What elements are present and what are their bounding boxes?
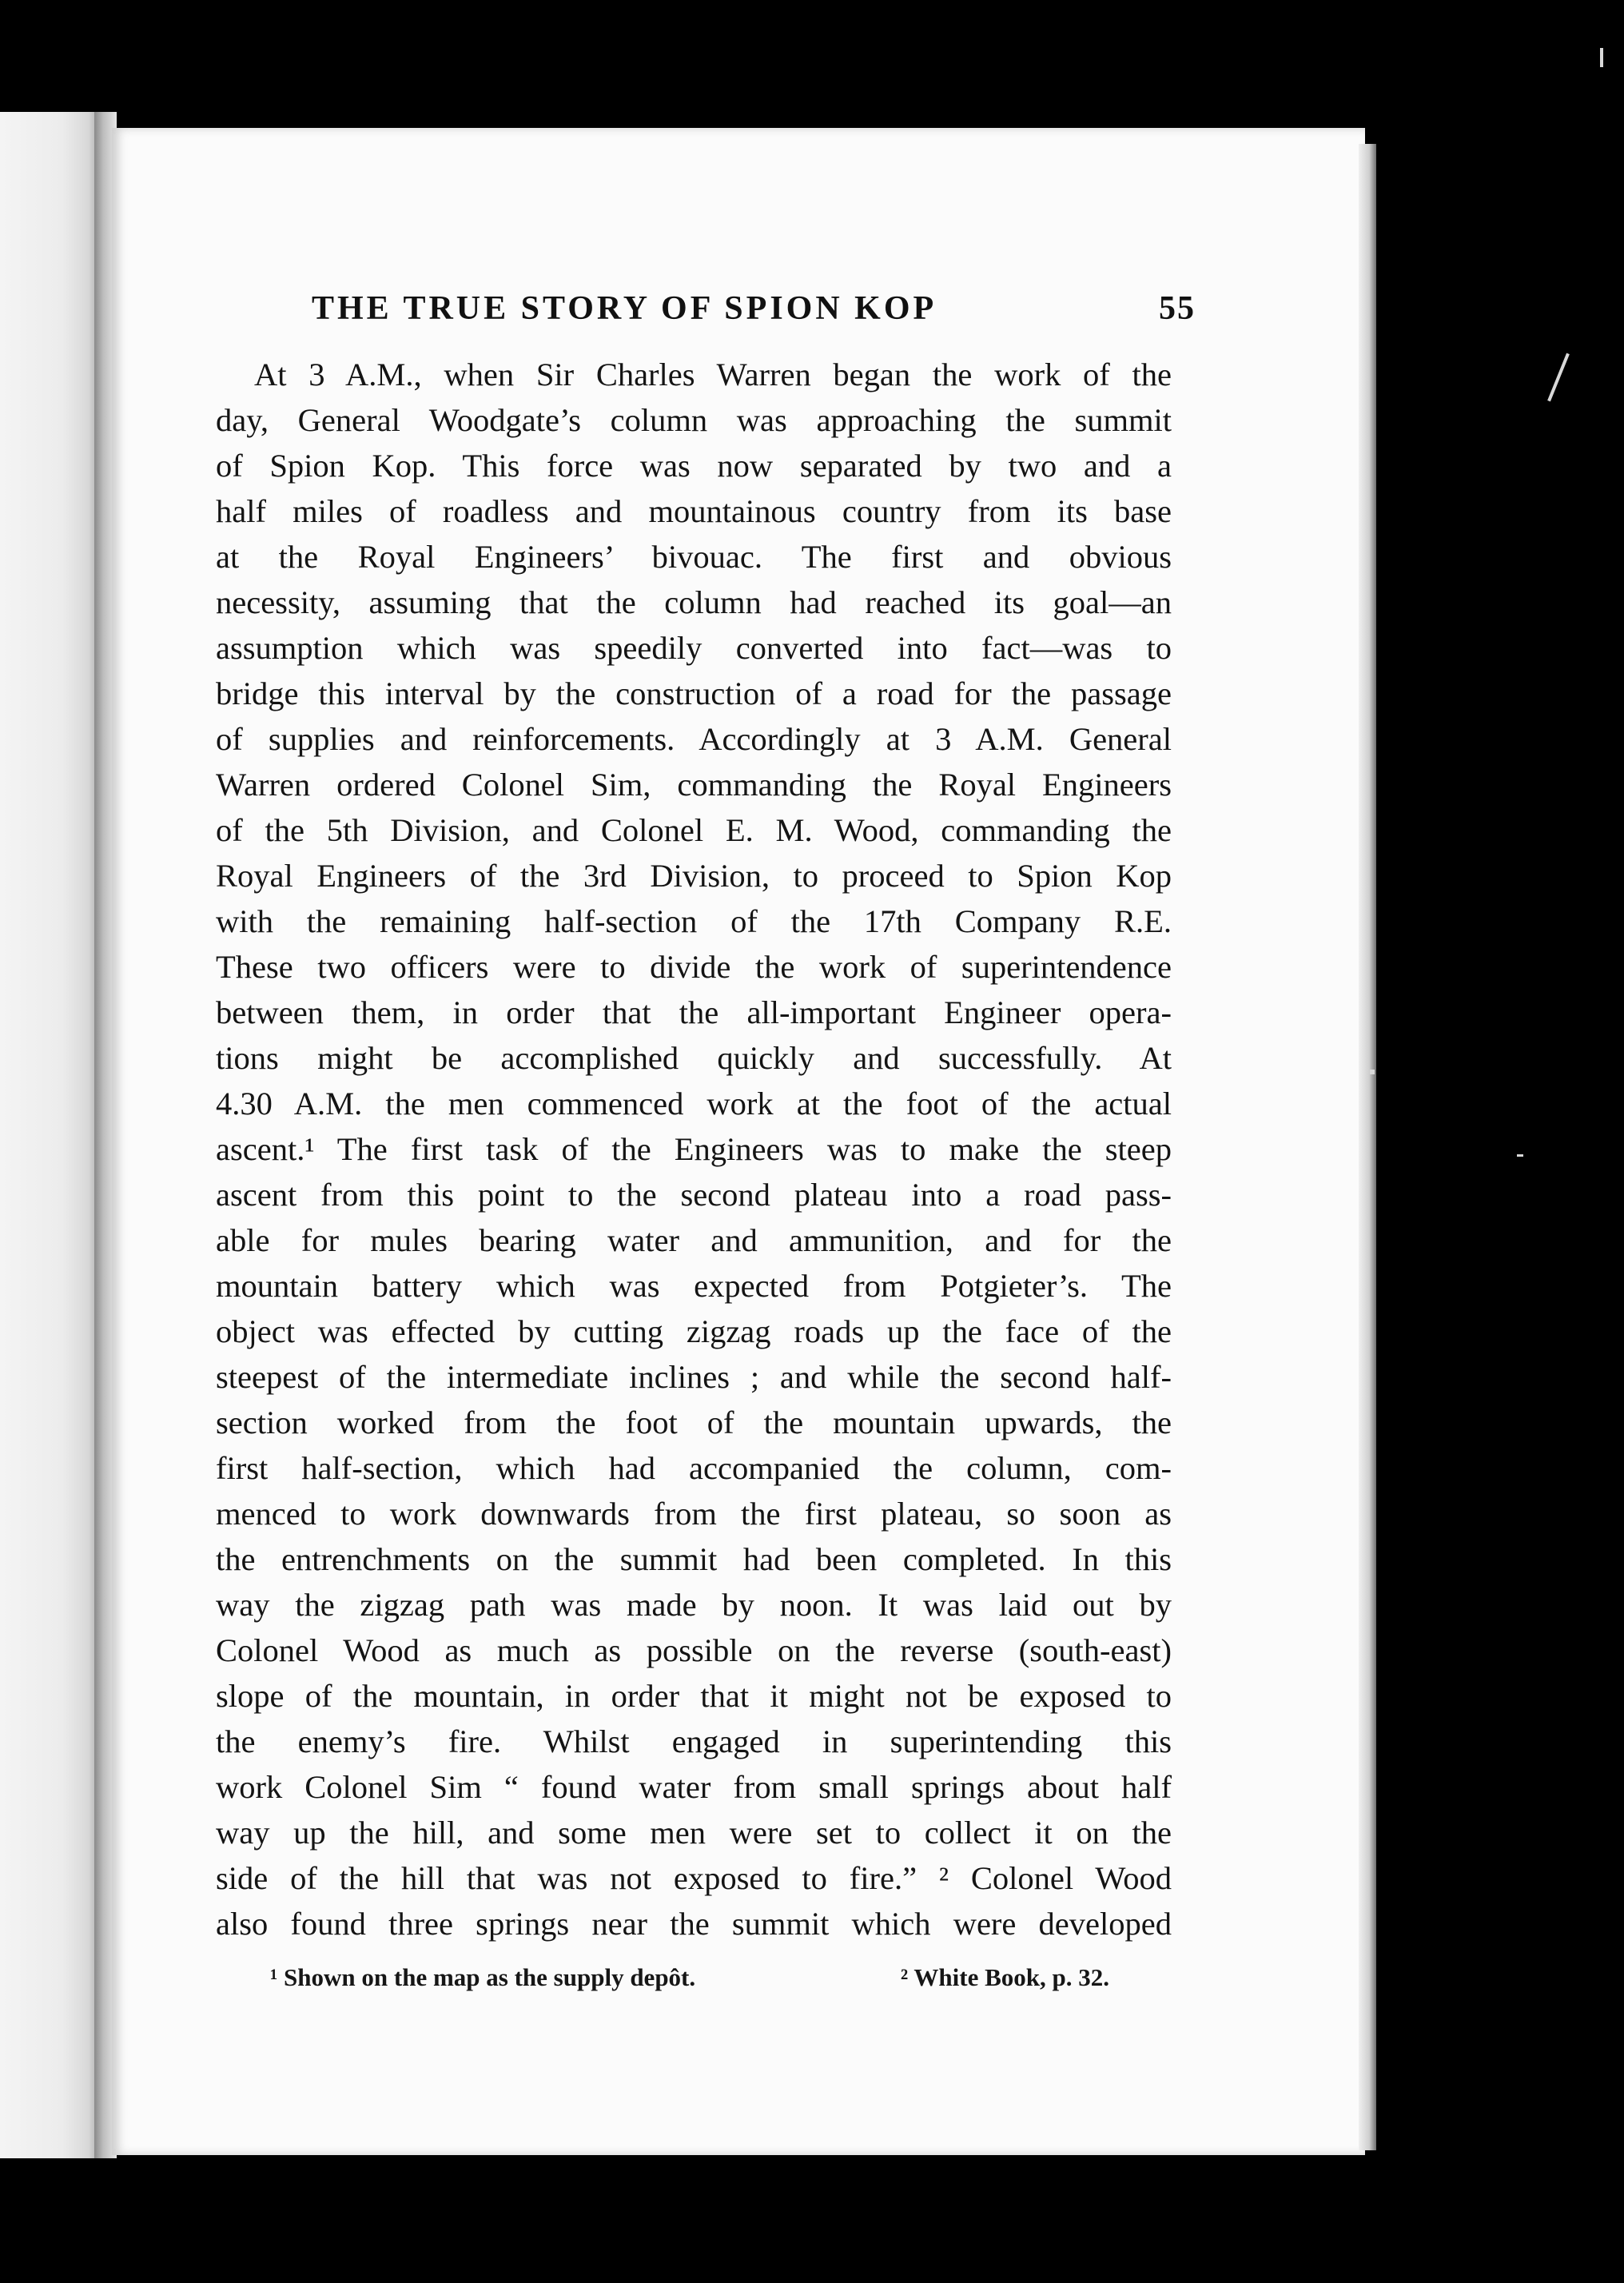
- text-line: bridge this interval by the construction of a road for the passage: [216, 675, 1172, 711]
- text-line: necessity, assuming that the column had reached its goal—an: [216, 584, 1172, 620]
- page-number: 55: [1159, 290, 1196, 327]
- text-line: way up the hill, and some men were set to collect it on the: [216, 1815, 1172, 1851]
- page-edge: [1359, 144, 1376, 2150]
- text-line: half miles of roadless and mountainous country from its base: [216, 493, 1172, 529]
- scan-speck: [1517, 1154, 1523, 1157]
- text-line: with the remaining half-section of the 17th Company R.E.: [216, 903, 1172, 939]
- text-line: ascent.¹ The first task of the Engineers was to make the steep: [216, 1131, 1172, 1167]
- text-line: the enemy’s fire. Whilst engaged in superintending this: [216, 1723, 1172, 1759]
- text-line: 4.30 A.M. the men commenced work at the foot of the actual: [216, 1086, 1172, 1122]
- text-line: object was effected by cutting zigzag roads up the face of the: [216, 1313, 1172, 1349]
- text-line: between them, in order that the all-important Engineer opera-: [216, 994, 1172, 1030]
- text-line: section worked from the foot of the mountain upwards, the: [216, 1404, 1172, 1440]
- scan-speck: [1547, 353, 1570, 402]
- page-header: [312, 289, 1196, 337]
- text-line: able for mules bearing water and ammunition, and for the: [216, 1222, 1172, 1258]
- footnote-2: ² White Book, p. 32.: [900, 1963, 1109, 1991]
- text-line: mountain battery which was expected from Potgieter’s. The: [216, 1268, 1172, 1304]
- facing-page-edge: [0, 112, 104, 2158]
- text-line: steepest of the intermediate inclines ; and while the second half-: [216, 1359, 1172, 1395]
- text-line: at the Royal Engineers’ bivouac. The first and obvious: [216, 539, 1172, 575]
- text-line: the entrenchments on the summit had been completed. In this: [216, 1541, 1172, 1577]
- text-line: of the 5th Division, and Colonel E. M. Wood, commanding the: [216, 812, 1172, 848]
- text-line: of Spion Kop. This force was now separated by two and a: [216, 448, 1172, 484]
- text-line: Colonel Wood as much as possible on the reverse (south-east): [216, 1632, 1172, 1668]
- body-text: [216, 352, 1172, 1946]
- text-line: way the zigzag path was made by noon. It was laid out by: [216, 1587, 1172, 1623]
- text-line: Royal Engineers of the 3rd Division, to proceed to Spion Kop: [216, 858, 1172, 894]
- text-line: first half-section, which had accompanied the column, com-: [216, 1450, 1172, 1486]
- text-line: These two officers were to divide the work of superintendence: [216, 949, 1172, 985]
- text-line: also found three springs near the summit which were developed: [216, 1906, 1172, 1942]
- text-line: Warren ordered Colonel Sim, commanding the Royal Engineers: [216, 767, 1172, 803]
- text-line: menced to work downwards from the first plateau, so soon as: [216, 1496, 1172, 1532]
- running-head: THE TRUE STORY OF SPION KOP: [312, 290, 937, 327]
- footnotes: [270, 1963, 1109, 1998]
- text-line: tions might be accomplished quickly and successfully. At: [216, 1040, 1172, 1076]
- text-line: slope of the mountain, in order that it might not be exposed to: [216, 1678, 1172, 1714]
- text-line: ascent from this point to the second plateau into a road pass-: [216, 1177, 1172, 1213]
- text-line: work Colonel Sim “ found water from small springs about half: [216, 1769, 1172, 1805]
- text-line: of supplies and reinforcements. Accordingly at 3 A.M. General: [216, 721, 1172, 757]
- text-line: At 3 A.M., when Sir Charles Warren began the work of the: [254, 357, 1172, 392]
- scan-speck: [1600, 48, 1603, 67]
- text-line: assumption which was speedily converted into fact—was to: [216, 630, 1172, 666]
- text-line: day, General Woodgate’s column was approaching the summit: [216, 402, 1172, 438]
- scan-speck: [1370, 1070, 1375, 1074]
- text-line: side of the hill that was not exposed to fire.” ² Colonel Wood: [216, 1860, 1172, 1896]
- footnote-1: ¹ Shown on the map as the supply depôt.: [270, 1963, 696, 1991]
